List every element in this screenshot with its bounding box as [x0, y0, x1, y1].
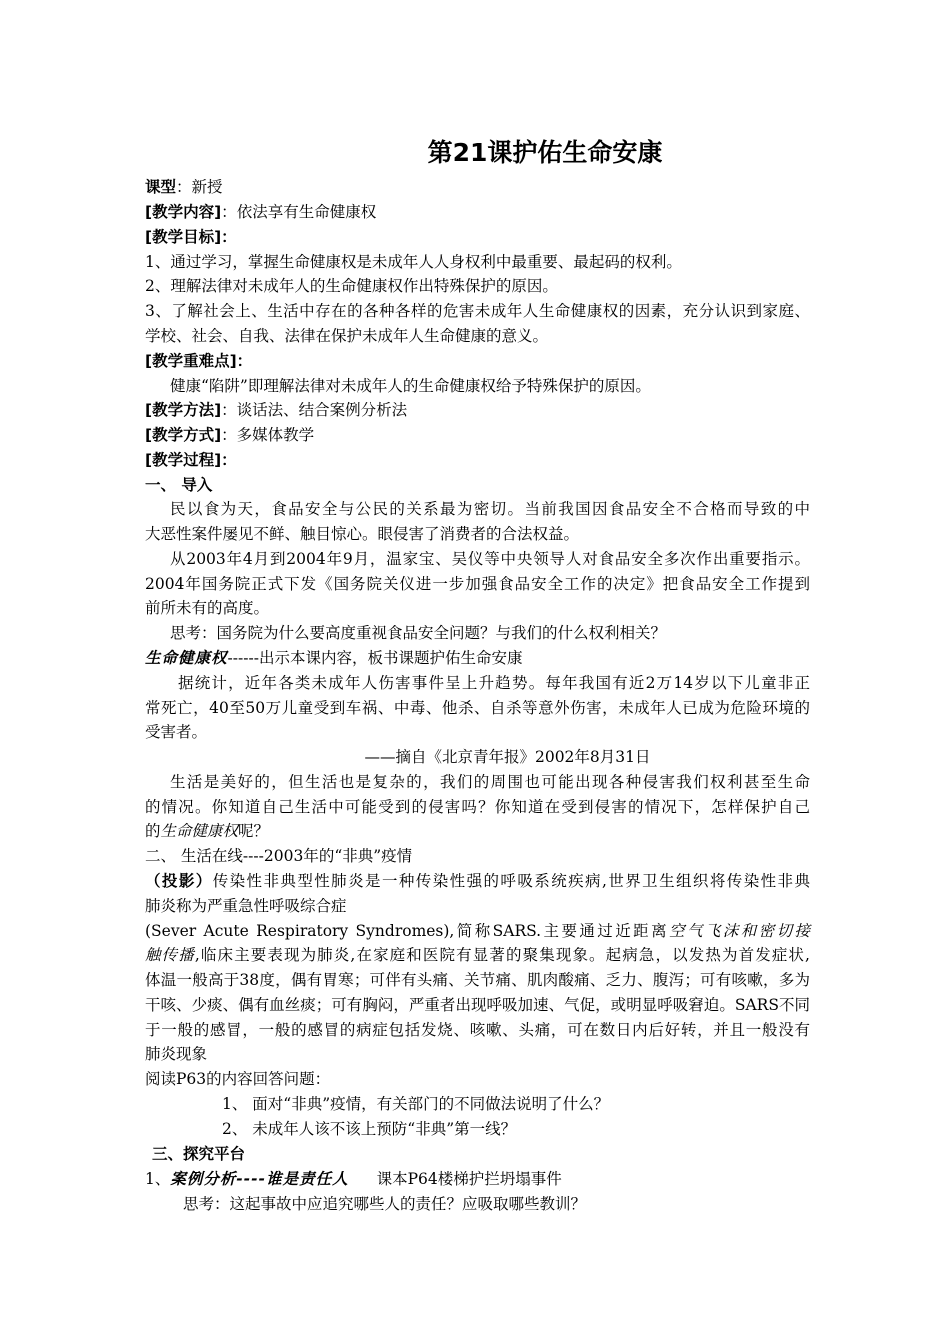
paragraph-6-line-3: 的生命健康权呢？ — [145, 822, 270, 840]
case-analysis: 1、案例分析----谁是责任人 课本P64楼梯护拦坍塌事件 — [145, 1170, 562, 1188]
goal-3-cont: 学校、社会、自我、法律在保护未成年人生命健康的意义。 — [145, 327, 549, 345]
lesson-type: 课型：新授 — [145, 178, 223, 196]
paragraph-2-line-3: 前所未有的高度。 — [145, 599, 270, 617]
paragraph-7-line-5: 体温一般高于38度，偶有胃寒；可伴有头痛、关节痛、肌肉酸痛、乏力、腹泻；可有咳嗽，多为 — [145, 971, 810, 989]
section-2-heading: 二、 生活在线----2003年的“非典”疫情 — [145, 847, 413, 865]
key-points-heading: [教学重难点]： — [145, 352, 253, 370]
paragraph-7-line-2: 肺炎称为严重急性呼吸综合症 — [145, 897, 347, 915]
teaching-goals-heading: [教学目标]： — [145, 228, 237, 246]
teaching-content: [教学内容]：依法享有生命健康权 — [145, 203, 377, 221]
goal-2: 2、理解法律对未成年人的生命健康权作出特殊保护的原因。 — [145, 277, 558, 295]
paragraph-7-line-1: （投影）传染性非典型性肺炎是一种传染性强的呼吸系统疾病,世界卫生组织将传染性非典 — [145, 872, 810, 890]
teaching-method: [教学方法]：谈话法、结合案例分析法 — [145, 401, 408, 419]
section-1-heading: 一、 导入 — [145, 476, 213, 494]
key-points-text: 健康“陷阱”即理解法律对未成年人的生命健康权给予特殊保护的原因。 — [170, 377, 651, 395]
question-1: 1、 面对“非典”疫情，有关部门的不同做法说明了什么？ — [222, 1095, 610, 1113]
paragraph-7-line-3: (Sever Acute Respiratory Syndromes),简称SARS.主要通过近距离空气飞沫和密切接 — [145, 922, 810, 940]
paragraph-7-line-7: 于一般的感冒，一般的感冒的病症包括发烧、咳嗽、头痛，可在数日内后好转，并且一般没有 — [145, 1021, 810, 1039]
paragraph-5-line-3: 受害者。 — [145, 723, 208, 741]
paragraph-1-line-1: 民以食为天，食品安全与公民的关系最为密切。当前我国因食品安全不合格而导致的中 — [170, 500, 810, 518]
paragraph-1-line-2: 大恶性案件屡见不鲜、触目惊心。眼侵害了消费者的合法权益。 — [145, 525, 580, 543]
paragraph-5-line-1: 据统计，近年各类未成年人伤害事件呈上升趋势。每年我国有近2万14岁以下儿童非正 — [178, 674, 810, 692]
paragraph-7-line-8: 肺炎现象 — [145, 1045, 208, 1063]
document-title: 第21课护佑生命安康 — [427, 138, 663, 167]
paragraph-4: 生命健康权------出示本课内容，板书课题护佑生命安康 — [145, 649, 523, 667]
paragraph-9: 思考：这起事故中应追究哪些人的责任？应吸取哪些教训？ — [183, 1195, 587, 1213]
teaching-mode: [教学方式]：多媒体教学 — [145, 426, 315, 444]
question-2: 2、 未成年人该不该上预防“非典”第一线？ — [222, 1120, 517, 1138]
paragraph-5-source: ——摘自《北京青年报》2002年8月31日 — [364, 748, 651, 766]
paragraph-7-line-6: 干咳、少痰、偶有血丝痰；可有胸闷，严重者出现呼吸加速、气促，或明显呼吸窘迫。SARS不同 — [145, 996, 810, 1014]
teaching-process-heading: [教学过程]： — [145, 451, 237, 469]
paragraph-8: 阅读P63的内容回答问题： — [145, 1070, 331, 1088]
goal-1: 1、通过学习，掌握生命健康权是未成年人人身权利中最重要、最起码的权利。 — [145, 253, 682, 271]
paragraph-7-line-4: 触传播,临床主要表现为肺炎,在家庭和医院有显著的聚集现象。起病急，以发热为首发症状, — [145, 946, 810, 964]
paragraph-3: 思考：国务院为什么要高度重视食品安全问题？与我们的什么权利相关？ — [170, 624, 667, 642]
paragraph-5-line-2: 常死亡，40至50万儿童受到车祸、中毒、他杀、自杀等意外伤害，未成年人已成为危险环境的 — [145, 699, 810, 717]
paragraph-2-line-2: 2004年国务院正式下发《国务院关仪进一步加强食品安全工作的决定》把食品安全工作提到 — [145, 575, 810, 593]
paragraph-6-line-1: 生活是美好的，但生活也是复杂的，我们的周围也可能出现各种侵害我们权利甚至生命 — [170, 773, 810, 791]
paragraph-2-line-1: 从2003年4月到2004年9月，温家宝、吴仪等中央领导人对食品安全多次作出重要指示。 — [170, 550, 810, 568]
goal-3: 3、了解社会上、生活中存在的各种各样的危害未成年人生命健康权的因素，充分认识到家庭、 — [145, 302, 810, 320]
paragraph-6-line-2: 的情况。你知道自己生活中可能受到的侵害吗？你知道在受到侵害的情况下，怎样保护自己 — [145, 798, 810, 816]
section-3-heading: 三、探究平台 — [152, 1145, 246, 1163]
